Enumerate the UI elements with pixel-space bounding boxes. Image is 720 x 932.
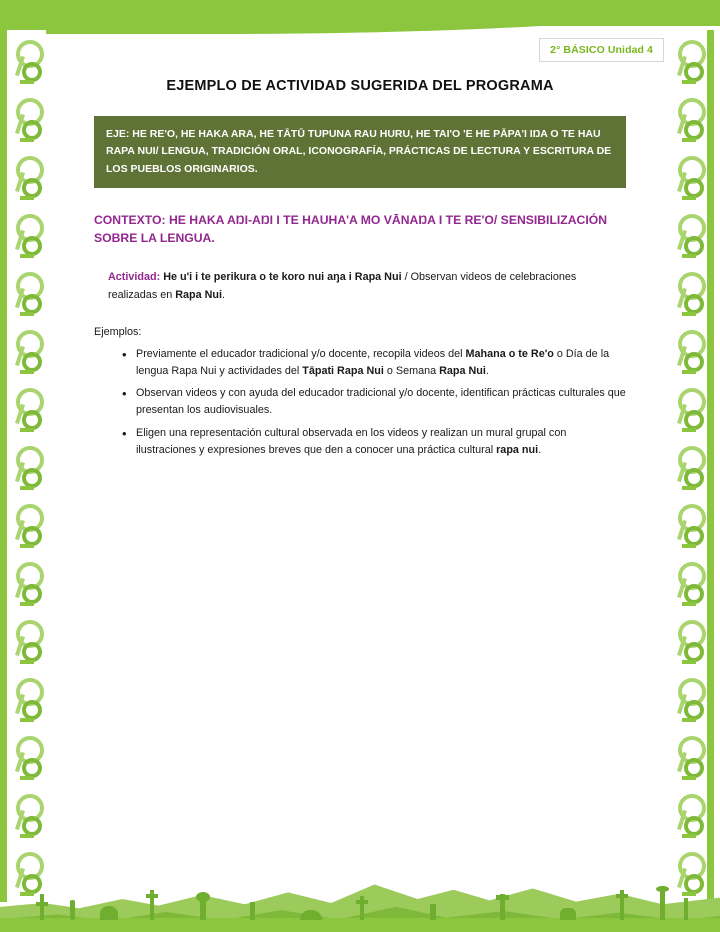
bottom-border-decoration (0, 840, 720, 932)
contexto-text: HE HAKA AŊI-AŊI I TE HAUHA'A MO VĀNAŊA I TE RE'O/ SENSIBILIZACIÓN SOBRE LA LENGUA. (94, 212, 607, 245)
ejemplos-label: Ejemplos: (94, 325, 142, 338)
right-border-decoration (668, 30, 720, 902)
actividad-label: Actividad: (108, 271, 161, 284)
actividad-spanish-bold: Rapa Nui (175, 288, 223, 301)
actividad-section (108, 269, 626, 304)
list-item: • Previamente el educador tradicional y/o docente, recopila videos del Mahana o te Re'o o Día de la lengua Rapa Nui y actividades del Tāpati Rapa Nui o Semana Rapa Nui. (122, 346, 626, 379)
eje-banner: EJE: HE RE'O, HE HAKA ARA, HE TĀTŪ TUPUNA RAU HURU, HE TAI'O 'E HE PĀPA'I IŊA O TE HAU RAPA NUI/ LENGUA, TRADICIÓN ORAL, ICONOGRAFÍA, PRÁCTICAS DE LECTURA Y ESCRITURA DE LOS PUEBLOS ORIGINARIOS. (94, 116, 626, 188)
contexto-label: CONTEXTO: (94, 212, 166, 227)
left-border-decoration (0, 30, 52, 902)
document-content (56, 30, 664, 464)
actividad-spanish-post: . (222, 288, 226, 301)
ejemplos-list (122, 346, 626, 458)
actividad-rapanui: He u'i i te perikura o te koro nui aŋa i Rapa Nui (163, 271, 402, 284)
actividad-separator: / (401, 271, 411, 284)
contexto-section (94, 212, 626, 247)
list-item: • Eligen una representación cultural observada en los videos y realizan un mural grupal con ilustraciones y expresiones breves que den a conocer una práctica cultural rapa nui. (122, 425, 626, 458)
actividad-spanish-pre: Observan videos de celebraciones realizadas en (108, 271, 577, 301)
list-item: • Observan videos y con ayuda del educador tradicional y/o docente, identifican prácticas culturales que presentan los audiovisuales. (122, 385, 626, 418)
unit-badge: 2° BÁSICO Unidad 4 (539, 38, 664, 62)
page-title: EJEMPLO DE ACTIVIDAD SUGERIDA DEL PROGRAMA (166, 78, 554, 94)
